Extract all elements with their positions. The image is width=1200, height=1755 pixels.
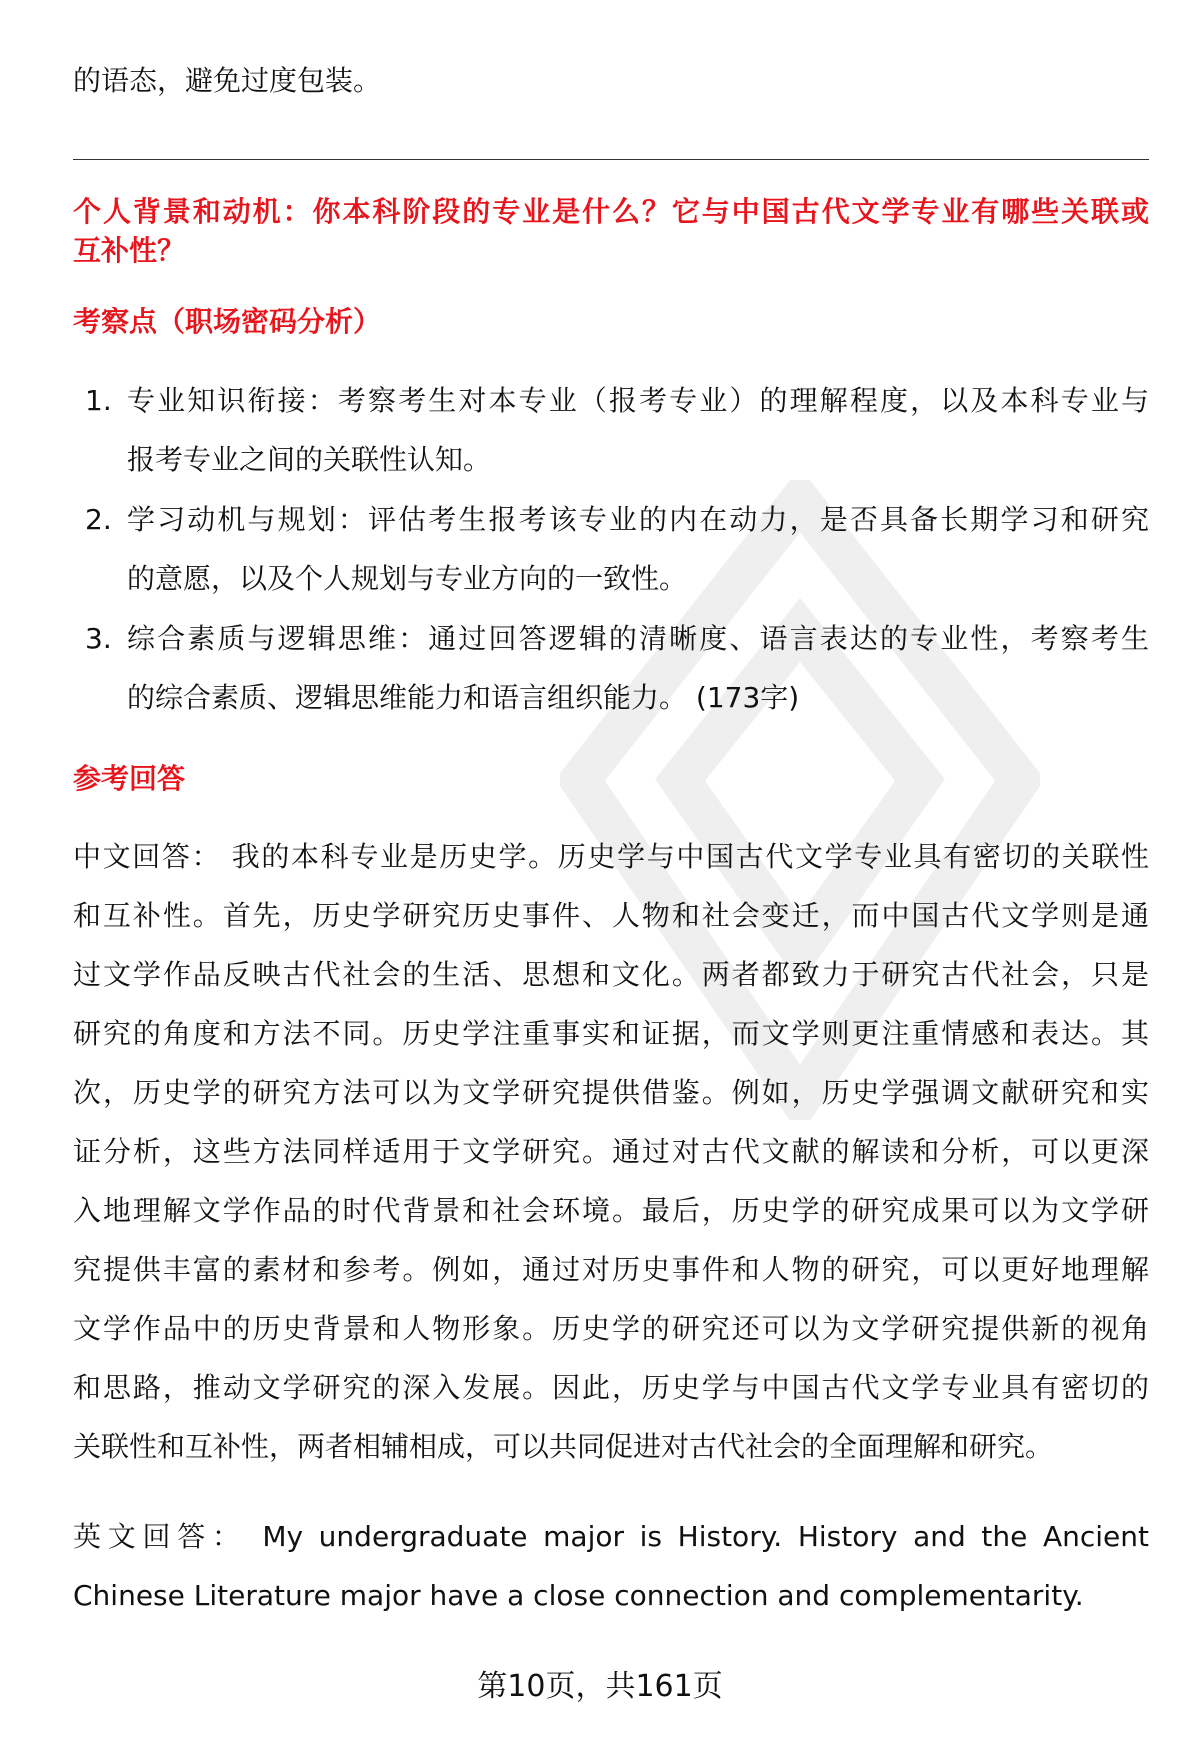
answer-line: 关联性和互补性，两者相辅相成，可以共同促进对古代社会的全面理解和研究。 <box>73 1430 1054 1463</box>
answer-line: 中文回答： 我的本科专业是历史学。历史学与中国古代文学专业具有密切的关联性 <box>73 840 1149 873</box>
item-number: 1. <box>85 384 112 417</box>
answer-line: 和互补性。首先，历史学研究历史事件、人物和社会变迁，而中国古代文学则是通 <box>73 899 1149 932</box>
answer-line: Chinese Literature major have a close connection and complementarity. <box>73 1579 1084 1612</box>
item-line: 报考专业之间的关联性认知。 <box>127 443 492 476</box>
answer-line: 英文回答： My undergraduate major is History. History and the Ancient <box>73 1520 1149 1553</box>
intro-text: 的语态，避免过度包装。 <box>73 64 382 97</box>
item-number: 2. <box>85 503 112 536</box>
answer-heading <box>73 749 1149 808</box>
answer-line: 究提供丰富的素材和参考。例如，通过对历史事件和人物的研究，可以更好地理解 <box>73 1253 1149 1286</box>
page-number: 第10页，共161页 <box>477 1669 723 1704</box>
chinese-answer <box>73 827 1149 1476</box>
question-heading <box>73 182 1149 280</box>
answer-line: 入地理解文学作品的时代背景和社会环境。最后，历史学的研究成果可以为文学研 <box>73 1194 1149 1227</box>
item-line: 综合素质与逻辑思维：通过回答逻辑的清晰度、语言表达的专业性，考察考生 <box>127 622 1149 655</box>
item-line: 专业知识衔接：考察考生对本专业（报考专业）的理解程度，以及本科专业与 <box>127 384 1149 417</box>
english-answer <box>73 1507 1149 1625</box>
analysis-heading <box>73 292 1149 351</box>
answer-line: 证分析，这些方法同样适用于文学研究。通过对古代文献的解读和分析，可以更深 <box>73 1135 1149 1168</box>
answer-line: 文学作品中的历史背景和人物形象。历史学的研究还可以为文学研究提供新的视角 <box>73 1312 1149 1345</box>
intro-tail <box>73 51 1149 110</box>
item-number: 3. <box>85 622 112 655</box>
analysis-heading-text: 考察点（职场密码分析） <box>73 305 382 338</box>
divider <box>73 159 1149 160</box>
item-line: 学习动机与规划：评估考生报考该专业的内在动力，是否具备长期学习和研究 <box>127 503 1149 536</box>
item-line: 的意愿，以及个人规划与专业方向的一致性。 <box>127 562 688 595</box>
answer-line: 次，历史学的研究方法可以为文学研究提供借鉴。例如，历史学强调文献研究和实 <box>73 1076 1149 1109</box>
answer-line: 过文学作品反映古代社会的生活、思想和文化。两者都致力于研究古代社会，只是 <box>73 958 1149 991</box>
item-line: 的综合素质、逻辑思维能力和语言组织能力。 (173字) <box>127 681 800 714</box>
question-line: 互补性？ <box>73 234 186 267</box>
question-line: 个人背景和动机：你本科阶段的专业是什么？它与中国古代文学专业有哪些关联或 <box>73 195 1149 228</box>
answer-heading-text: 参考回答 <box>73 762 186 795</box>
answer-line: 研究的角度和方法不同。历史学注重事实和证据，而文学则更注重情感和表达。其 <box>73 1017 1149 1050</box>
answer-line: 和思路，推动文学研究的深入发展。因此，历史学与中国古代文学专业具有密切的 <box>73 1371 1149 1404</box>
